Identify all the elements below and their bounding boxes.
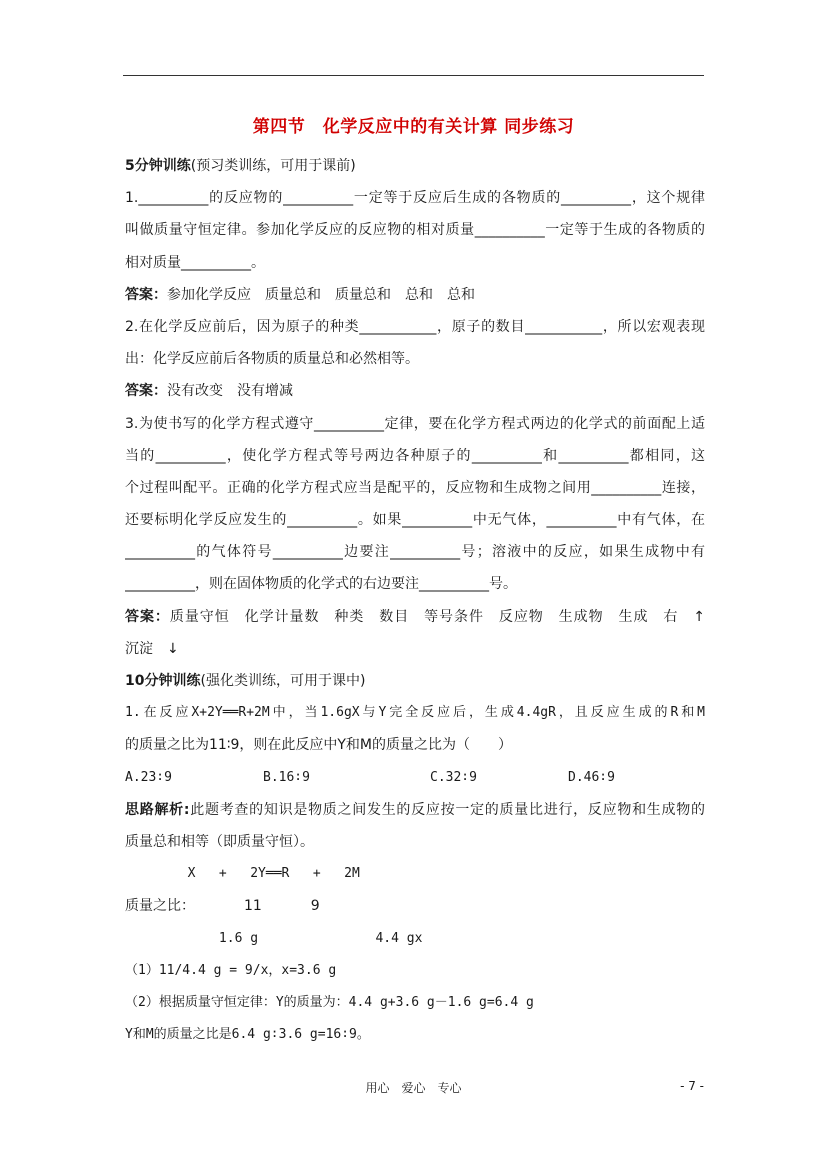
header-rule xyxy=(123,75,704,76)
question-2-line: 出：化学反应前后各物质的质量总和必然相等。 xyxy=(125,351,419,368)
calc-line: （2）根据质量守恒定律：Y的质量为：4.4 g+3.6 g－1.6 g=6.4 g xyxy=(125,994,534,1010)
section-heading-5min: 5分钟训练(预习类训练，可用于课前) xyxy=(125,158,356,174)
question-4-line: 的质量之比为11∶9，则在此反应中Y和M的质量之比为（ ） xyxy=(125,737,512,754)
question-3-line: 当的__________，使化学方程式等号两边各种原子的__________和__________都相同，这 xyxy=(125,447,705,464)
answer-2: 答案：没有改变 没有增减 xyxy=(125,383,293,400)
option-c: C.32∶9 xyxy=(430,769,477,785)
option-b: B.16∶9 xyxy=(263,769,310,785)
question-3-line: 3.为使书写的化学方程式遵守__________定律，要在化学方程式两边的化学式的前面配上适 xyxy=(125,415,705,432)
calc-line: 质量之比： 11 9 xyxy=(125,898,320,915)
question-4-line: 1.在反应X+2Y══R+2M中，当1.6gX与Y完全反应后，生成4.4gR，且反应生成的R和M xyxy=(125,705,705,721)
section-heading-10min: 10分钟训练(强化类训练，可用于课中) xyxy=(125,673,366,689)
calc-line: X + 2Y══R + 2M xyxy=(125,866,360,882)
calc-line: 1.6 g 4.4 gx xyxy=(125,930,423,946)
content xyxy=(125,150,705,1051)
page-title: 第四节 化学反应中的有关计算 同步练习 xyxy=(252,117,575,137)
question-3-line: __________，则在固体物质的化学式的右边要注__________号。 xyxy=(125,576,517,593)
question-1-line: 叫做质量守恒定律。参加化学反应的反应物的相对质量__________一定等于生成的各物质的 xyxy=(125,222,705,239)
calc-line: （1）11/4.4 g = 9/x，x=3.6 g xyxy=(125,962,337,978)
question-1-line: 相对质量__________。 xyxy=(125,254,265,271)
question-3-line: 个过程叫配平。正确的化学方程式应当是配平的，反应物和生成物之间用__________连接， xyxy=(125,479,705,496)
question-3-line: 还要标明化学反应发生的__________。如果__________中无气体，__________中有气体，在 xyxy=(125,512,705,529)
answer-3: 答案：质量守恒 化学计量数 种类 数目 等号条件 反应物 生成物 生成 右 ↑ xyxy=(125,608,705,625)
analysis-line: 思路解析:此题考查的知识是物质之间发生的反应按一定的质量比进行，反应物和生成物的 xyxy=(125,801,705,818)
calc-line: Y和M的质量之比是6.4 g∶3.6 g=16∶9。 xyxy=(125,1027,370,1043)
option-d: D.46∶9 xyxy=(568,769,615,785)
analysis-line: 质量总和相等（即质量守恒）。 xyxy=(125,833,314,850)
question-3-line: __________的气体符号__________边要注__________号；溶液中的反应，如果生成物中有 xyxy=(125,544,705,561)
question-2-line: 2.在化学反应前后，因为原子的种类___________，原子的数目___________，所以宏观表现 xyxy=(125,318,705,335)
page-number: - 7 - xyxy=(680,1079,704,1093)
footer-motto: 用心 爱心 专心 xyxy=(365,1081,462,1095)
option-a: A.23∶9 xyxy=(125,769,172,785)
question-1-line: 1.__________的反应物的__________一定等于反应后生成的各物质的__________，这个规律 xyxy=(125,190,705,207)
answer-1: 答案：参加化学反应 质量总和 质量总和 总和 总和 xyxy=(125,286,475,303)
answer-3-continued: 沉淀 ↓ xyxy=(125,640,179,657)
answer-options xyxy=(125,762,705,794)
